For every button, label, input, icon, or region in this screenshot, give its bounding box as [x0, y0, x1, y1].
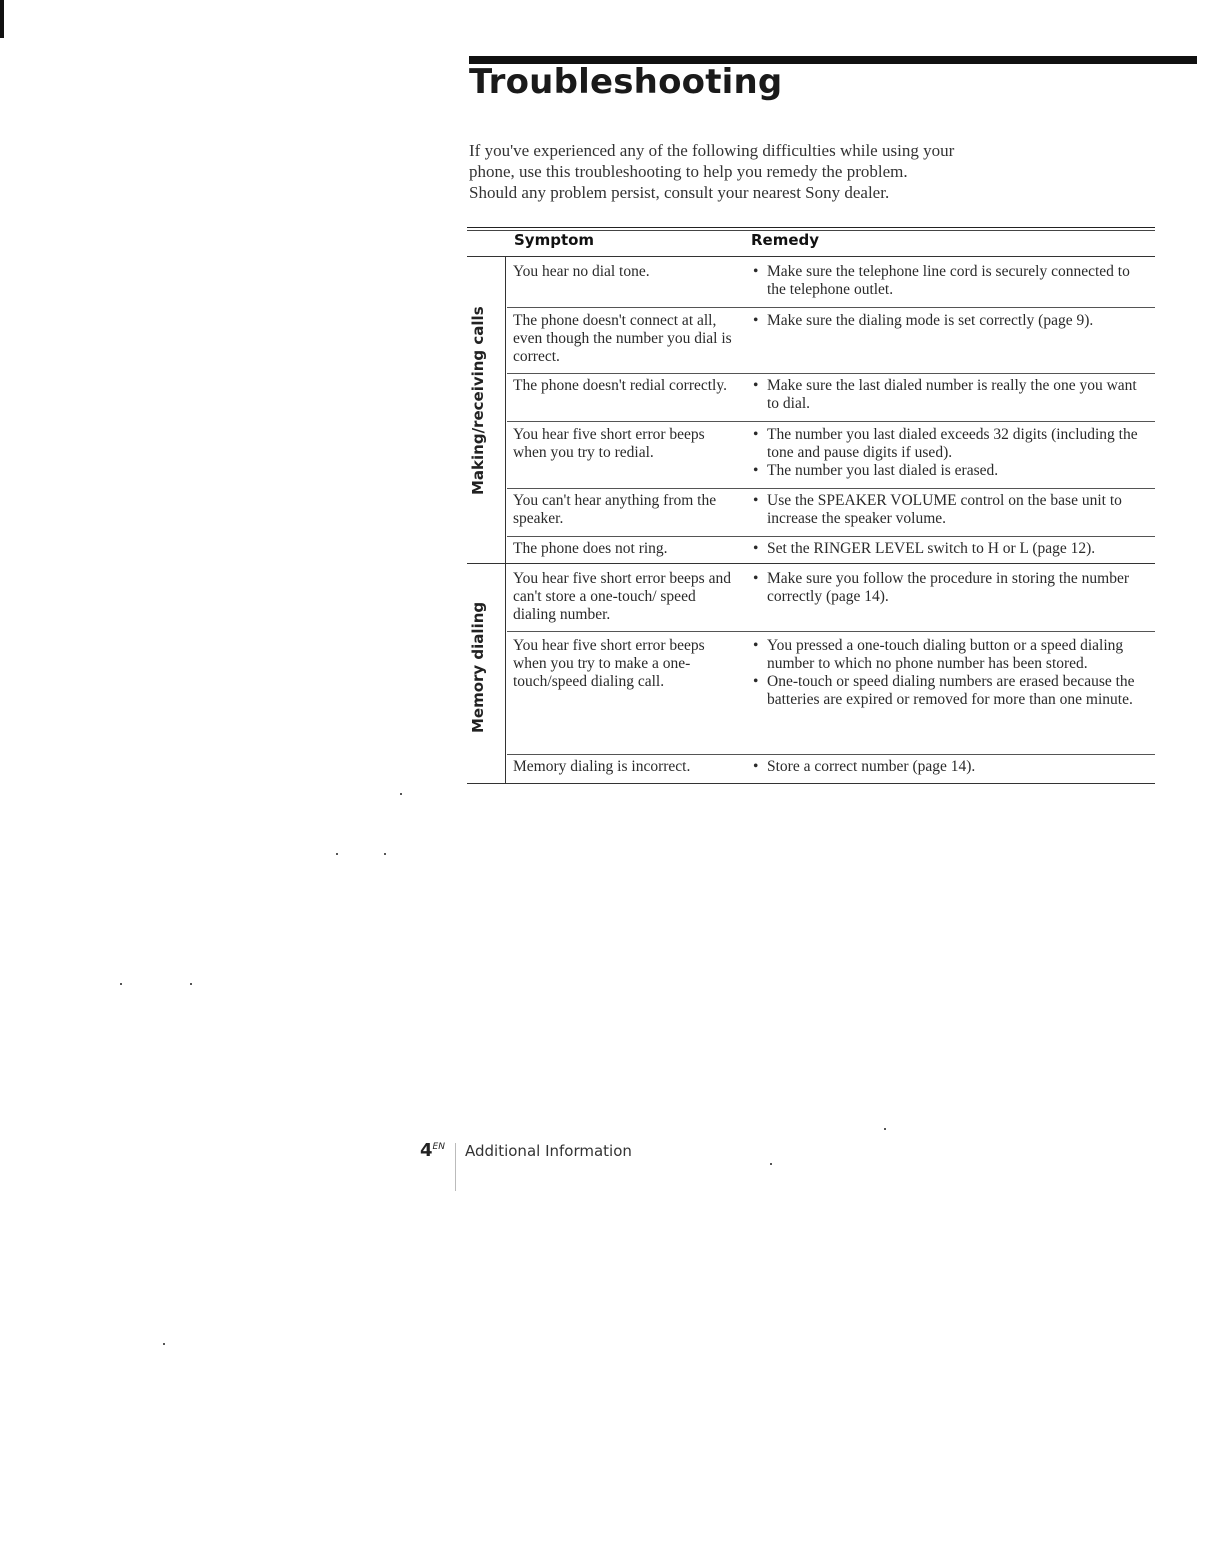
remedy-item: • Make sure the dialing mode is set correctly (page 9). [753, 312, 1094, 329]
intro-paragraph [469, 140, 1089, 203]
remedy-item: • Make sure the telephone line cord is securely connected to the telephone outlet. [753, 263, 1130, 298]
page-number: $4^{EN}$ [420, 1140, 445, 1161]
intro-line: Should any problem persist, consult your nearest Sony dealer. [469, 183, 890, 202]
footer-divider [455, 1143, 456, 1191]
symptom-cell: The phone doesn't connect at all, even though the number you dial is correct. [513, 312, 732, 365]
scan-speck [884, 1128, 886, 1130]
scan-speck [384, 853, 386, 855]
row-rule [507, 307, 1155, 308]
intro-line: If you've experienced any of the following difficulties while using your [469, 141, 955, 160]
remedy-cell [751, 492, 1151, 528]
remedy-cell [751, 263, 1151, 299]
remedy-cell [751, 540, 1151, 558]
table-bottom-rule [467, 783, 1155, 784]
symptom-cell: You hear five short error beeps when you try to make a one-touch/speed dialing call. [513, 637, 705, 690]
bullet-icon: • [753, 426, 759, 443]
bullet-icon: • [753, 637, 759, 654]
bullet-icon: • [753, 758, 759, 775]
bullet-icon: • [753, 673, 759, 690]
group-label-memory-dialing: Memory dialing [469, 601, 487, 733]
page-title: Troubleshooting [469, 62, 783, 102]
scan-speck [336, 853, 338, 855]
symptom-cell: The phone does not ring. [513, 540, 668, 557]
row-rule [507, 536, 1155, 537]
bullet-icon: • [753, 492, 759, 509]
remedy-item: • Set the RINGER LEVEL switch to H or L (page 12). [753, 540, 1096, 557]
remedy-item: • You pressed a one-touch dialing button or a speed dialing number to which no phone number has been stored. [753, 637, 1124, 672]
row-rule [507, 631, 1155, 632]
remedy-cell [751, 312, 1151, 330]
scan-speck [163, 1343, 165, 1345]
symptom-cell: You hear five short error beeps when you try to redial. [513, 426, 705, 461]
remedy-item: • Make sure the last dialed number is really the one you want to dial. [753, 377, 1137, 412]
remedy-cell [751, 758, 1151, 776]
remedy-cell [751, 377, 1151, 413]
group-rule [467, 563, 1155, 564]
scan-speck [770, 1163, 772, 1165]
remedy-cell [751, 637, 1151, 709]
page-suffix: EN [432, 1142, 445, 1152]
remedy-cell [751, 570, 1151, 606]
footer-section-title: Additional Information [465, 1142, 632, 1160]
bullet-icon: • [753, 312, 759, 329]
bullet-icon: • [753, 570, 759, 587]
symptom-cell: The phone doesn't redial correctly. [513, 377, 727, 394]
symptom-header: Symptom [514, 231, 595, 249]
row-rule [507, 488, 1155, 489]
row-rule [507, 421, 1155, 422]
symptom-cell: You can't hear anything from the speaker. [513, 492, 717, 527]
row-rule [507, 754, 1155, 755]
group-divider [505, 257, 506, 563]
bullet-icon: • [753, 462, 759, 479]
scan-edge-mark [0, 0, 4, 38]
remedy-cell [751, 426, 1151, 480]
remedy-item: • Store a correct number (page 14). [753, 758, 976, 775]
row-rule [507, 373, 1155, 374]
header-bottom-rule [467, 256, 1155, 257]
remedy-item: • One-touch or speed dialing numbers are erased because the batteries are expired or removed for more than one minute. [753, 673, 1135, 708]
scan-speck [400, 793, 402, 795]
scan-speck [120, 983, 122, 985]
bullet-icon: • [753, 540, 759, 557]
symptom-cell: You hear five short error beeps and can't store a one-touch/ speed dialing number. [513, 570, 731, 623]
intro-line: phone, use this troubleshooting to help you remedy the problem. [469, 162, 908, 181]
group-label-making-receiving-calls: Making/receiving calls [469, 306, 487, 495]
remedy-item: • Make sure you follow the procedure in storing the number correctly (page 14). [753, 570, 1130, 605]
table-top-rule [467, 227, 1155, 228]
bullet-icon: • [753, 263, 759, 280]
scan-speck [190, 983, 192, 985]
symptom-cell: You hear no dial tone. [513, 263, 650, 280]
remedy-item: • The number you last dialed is erased. [753, 462, 999, 479]
group-divider [505, 564, 506, 783]
symptom-cell: Memory dialing is incorrect. [513, 758, 691, 775]
remedy-item: • Use the SPEAKER VOLUME control on the base unit to increase the speaker volume. [753, 492, 1122, 527]
remedy-header: Remedy [751, 231, 820, 249]
remedy-item: • The number you last dialed exceeds 32 digits (including the tone and pause digits if used). [753, 426, 1138, 461]
bullet-icon: • [753, 377, 759, 394]
